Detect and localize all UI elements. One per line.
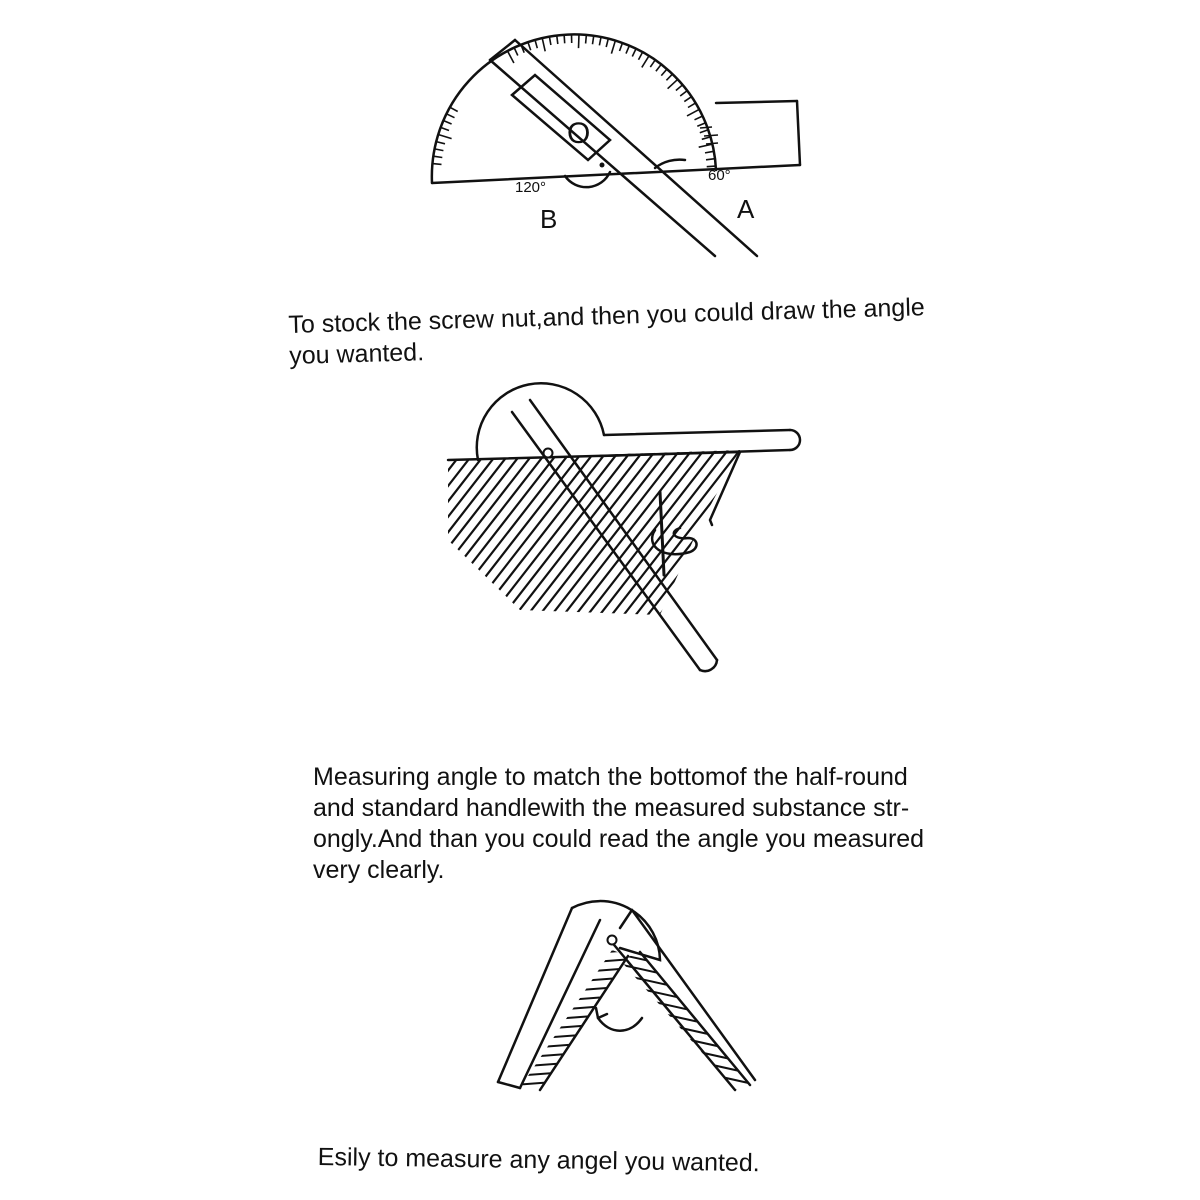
scale-tick: [446, 114, 454, 118]
hatch-line: [300, 450, 440, 630]
handle-end: [790, 430, 800, 450]
scale-tick: [642, 56, 649, 68]
blade-left: [512, 412, 700, 670]
scale-tick: [695, 116, 703, 120]
angle-120-label: 120°: [515, 179, 547, 196]
scale-tick: [507, 51, 514, 63]
scale-tick: [579, 34, 580, 48]
hatch-line: [500, 1047, 660, 1059]
hatch-line: [500, 975, 660, 987]
hatch-line: [600, 1000, 780, 1040]
scale-tick: [441, 127, 449, 130]
hatch-line: [684, 450, 824, 630]
blade-end: [700, 660, 717, 671]
scale-tick: [704, 135, 718, 136]
hatch-line: [600, 1060, 780, 1100]
scale-tick: [700, 127, 712, 128]
scale-tick: [611, 40, 615, 53]
scale-tick: [450, 107, 458, 111]
scale-tick: [700, 130, 709, 133]
rotation-arc: [598, 1018, 642, 1031]
hatch-line: [720, 450, 860, 630]
hatch-line: [600, 1040, 780, 1080]
scale-tick: [632, 48, 636, 56]
handle-top: [604, 430, 790, 435]
handle-top-edge: [716, 101, 797, 103]
object-right-edge: [640, 952, 750, 1085]
hatch-line: [500, 930, 660, 942]
scale-tick: [639, 52, 643, 60]
caption-2-line-2: and standard handlewith the measured substance str-: [313, 794, 910, 822]
hatch-line: [324, 450, 464, 630]
caption-measure-angle: [313, 762, 924, 886]
hatch-line: [500, 993, 660, 1005]
inside-angle-diagram: [0, 890, 1200, 1110]
scale-tick: [668, 79, 678, 89]
angle-arc-60: [655, 160, 685, 168]
point-o-label: O: [567, 117, 591, 150]
scale-tick: [586, 35, 587, 44]
scale-tick: [435, 149, 444, 151]
screw-nut: [544, 449, 553, 458]
handle-end: [797, 101, 800, 165]
caption-1-line-1: To stock the screw nut,and then you could draw the angle: [288, 293, 926, 339]
hatch-line: [600, 960, 780, 1000]
half-round: [477, 383, 604, 460]
right-arm-inner: [610, 940, 735, 1090]
hatch-line: [600, 920, 780, 960]
caption-draw-angle: [288, 292, 926, 372]
scale-tick: [626, 45, 630, 53]
scale-tick: [443, 121, 451, 125]
hatch-line: [500, 939, 660, 951]
scale-tick: [661, 69, 667, 76]
scale-tick: [650, 60, 655, 67]
scale-tick: [676, 85, 683, 91]
scale-tick: [705, 151, 714, 153]
scale-tick: [706, 143, 718, 144]
caption-2-line-1: Measuring angle to match the bottomof the half-round: [313, 763, 908, 791]
hatch-line: [500, 984, 660, 996]
hatch-line: [600, 1100, 780, 1110]
scale-tick: [684, 97, 691, 102]
hatch-line: [500, 1056, 660, 1068]
handle-bottom: [600, 450, 790, 456]
scale-tick: [706, 159, 715, 160]
caption-2-line-4: very clearly.: [313, 856, 445, 884]
hatch-line: [500, 1092, 660, 1104]
hatch-line: [732, 450, 872, 630]
caption-any-angle: [318, 1142, 760, 1179]
arm-slot: [512, 75, 610, 160]
scale-tick: [438, 135, 451, 139]
object-left-edge: [540, 956, 628, 1090]
scale-tick: [666, 74, 672, 80]
measure-surface-diagram: [0, 380, 1200, 700]
caption-3-line-1: Esily to measure any angel you wanted.: [317, 1142, 760, 1178]
hatch-line: [500, 1002, 660, 1014]
screw-nut: [608, 936, 617, 945]
scale-tick: [564, 34, 565, 43]
hatch-line: [600, 1050, 780, 1090]
scale-tick: [620, 43, 623, 51]
scale-tick: [433, 156, 442, 157]
caption-1-line-2: you wanted.: [288, 338, 425, 370]
scale-tick: [680, 91, 687, 97]
scale-tick: [699, 144, 713, 147]
object-edge: [710, 452, 740, 525]
angle-60-label: 60°: [708, 167, 731, 184]
hatch-line: [312, 450, 452, 630]
scale-tick: [433, 164, 442, 165]
hatch-line: [600, 990, 780, 1030]
hatch-line: [500, 1065, 660, 1077]
arm-a-label: A: [737, 194, 755, 224]
arm-b-label: B: [540, 204, 558, 234]
right-arm-edge: [632, 910, 755, 1080]
rotation-arrowhead: [596, 1008, 607, 1018]
protractor-diagram: [0, 0, 1200, 260]
scale-tick: [656, 64, 662, 71]
hatch-line: [600, 1020, 780, 1060]
hatch-line: [600, 1080, 780, 1110]
scale-tick: [528, 42, 531, 51]
hatch-line: [600, 1090, 780, 1110]
hatch-line: [500, 1038, 660, 1050]
pivot-dot: [600, 163, 605, 168]
arm-top: [620, 910, 632, 928]
scale-tick: [542, 38, 545, 52]
scale-tick: [606, 38, 608, 47]
hatch-line: [696, 450, 836, 630]
left-ruler-end: [498, 1082, 520, 1088]
scale-tick: [702, 137, 711, 139]
caption-2-line-3: ongly.And than you could read the angle you measured: [313, 825, 925, 853]
scale-tick: [697, 123, 705, 126]
scale-tick: [514, 47, 518, 55]
pencil: [660, 492, 664, 575]
scale-tick: [688, 103, 696, 108]
arm-left-edge: [490, 60, 715, 256]
scale-tick: [687, 109, 699, 116]
scale-tick: [436, 142, 445, 144]
scale-tick: [557, 35, 558, 44]
hatch-line: [500, 1101, 660, 1110]
protractor-base-line: [432, 165, 800, 183]
